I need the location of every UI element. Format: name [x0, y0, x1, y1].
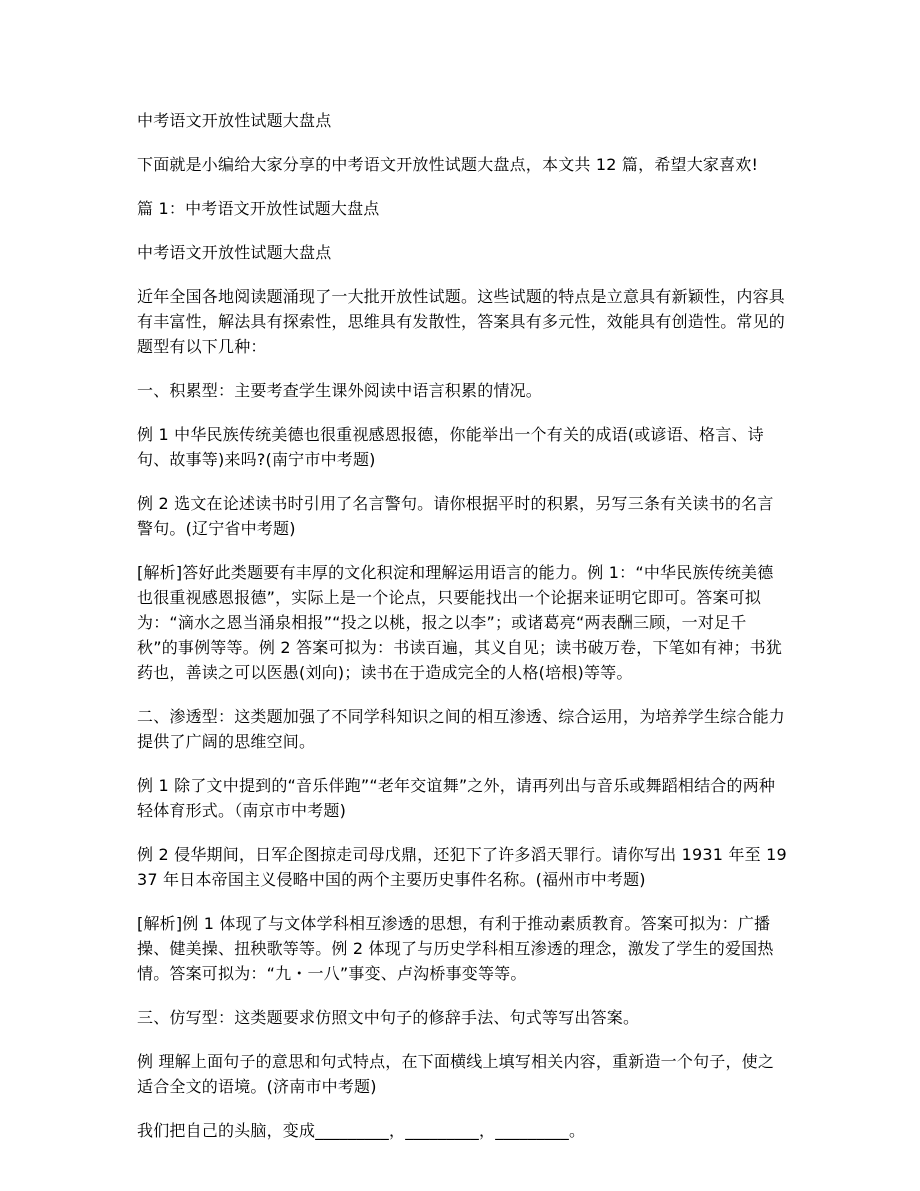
category-heading-imitation: 三、仿写型：这类题要求仿照文中句子的修辞手法、句式等写出答案。 [137, 1008, 640, 1027]
analysis-paragraph: [解析]例 1 体现了与文体学科相互渗透的思想，有利于推动素质教育。答案可拟为：广播操、健美操、扭秧歌等等。例 2 体现了与历史学科相互渗透的理念，激发了学生的爱国热情。答案可拟为：“九・一八”事变、卢沟桥事变等等。 [137, 914, 774, 983]
section-heading: 篇 1：中考语文开放性试题大盘点 [137, 199, 380, 218]
article-title: 中考语文开放性试题大盘点 [137, 243, 332, 262]
analysis-paragraph: [解析]答好此类题要有丰厚的文化积淀和理解运用语言的能力。例 1：“中华民族传统美德也很重视感恩报德”，实际上是一个论点，只要能找出一个论据来证明它即可。答案可拟为：“滴水之恩当涌泉相报”“投之以桃，报之以李”；或诸葛亮“两表酬三顾，一对足千秋”的事例等等。例 2 答案可拟为：书读百遍，其义自见；读书破万卷，下笔如有神；书犹药也，善读之可以医愚(刘向)；读书在于造成完全的人格(培根)等等。 [137, 563, 783, 682]
example-paragraph: 例 2 侵华期间，日军企图掠走司母戊鼎，还犯下了许多滔天罪行。请你写出 1931 年至 1937 年日本帝国主义侵略中国的两个主要历史事件名称。(福州市中考题) [137, 845, 787, 889]
intro-paragraph: 下面就是小编给大家分享的中考语文开放性试题大盘点，本文共 12 篇，希望大家喜欢! [137, 155, 759, 174]
example-paragraph: 例 1 中华民族传统美德也很重视感恩报德，你能举出一个有关的成语(或谚语、格言、诗句、故事等)来吗?(南宁市中考题) [137, 425, 764, 469]
example-paragraph: 例 理解上面句子的意思和句式特点，在下面横线上填写相关内容，重新造一个句子，使之适合全文的语境。(济南市中考题) [137, 1052, 775, 1096]
category-heading-infiltration: 二、渗透型：这类题加强了不同学科知识之间的相互渗透、综合运用，为培养学生综合能力提供了广阔的思维空间。 [137, 707, 786, 751]
example-paragraph: 例 2 选文在论述读书时引用了名言警句。请你根据平时的积累，另写三条有关读书的名言警句。(辽宁省中考题) [137, 494, 774, 538]
example-paragraph: 例 1 除了文中提到的“音乐伴跑”“老年交谊舞”之外，请再列出与音乐或舞蹈相结合的两种轻体育形式。（南京市中考题) [137, 776, 776, 820]
body-paragraph: 近年全国各地阅读题涌现了一大批开放性试题。这些试题的特点是立意具有新颖性，内容具有丰富性，解法具有探索性，思维具有发散性，答案具有多元性，效能具有创造性。常见的题型有以下几种： [137, 287, 786, 356]
category-heading-accumulation: 一、积累型：主要考查学生课外阅读中语言积累的情况。 [137, 381, 543, 400]
fill-in-sentence: 我们把自己的头脑，变成_________，_________，_________。 [137, 1121, 586, 1140]
document-title: 中考语文开放性试题大盘点 [137, 111, 332, 130]
document-page [137, 108, 787, 1162]
